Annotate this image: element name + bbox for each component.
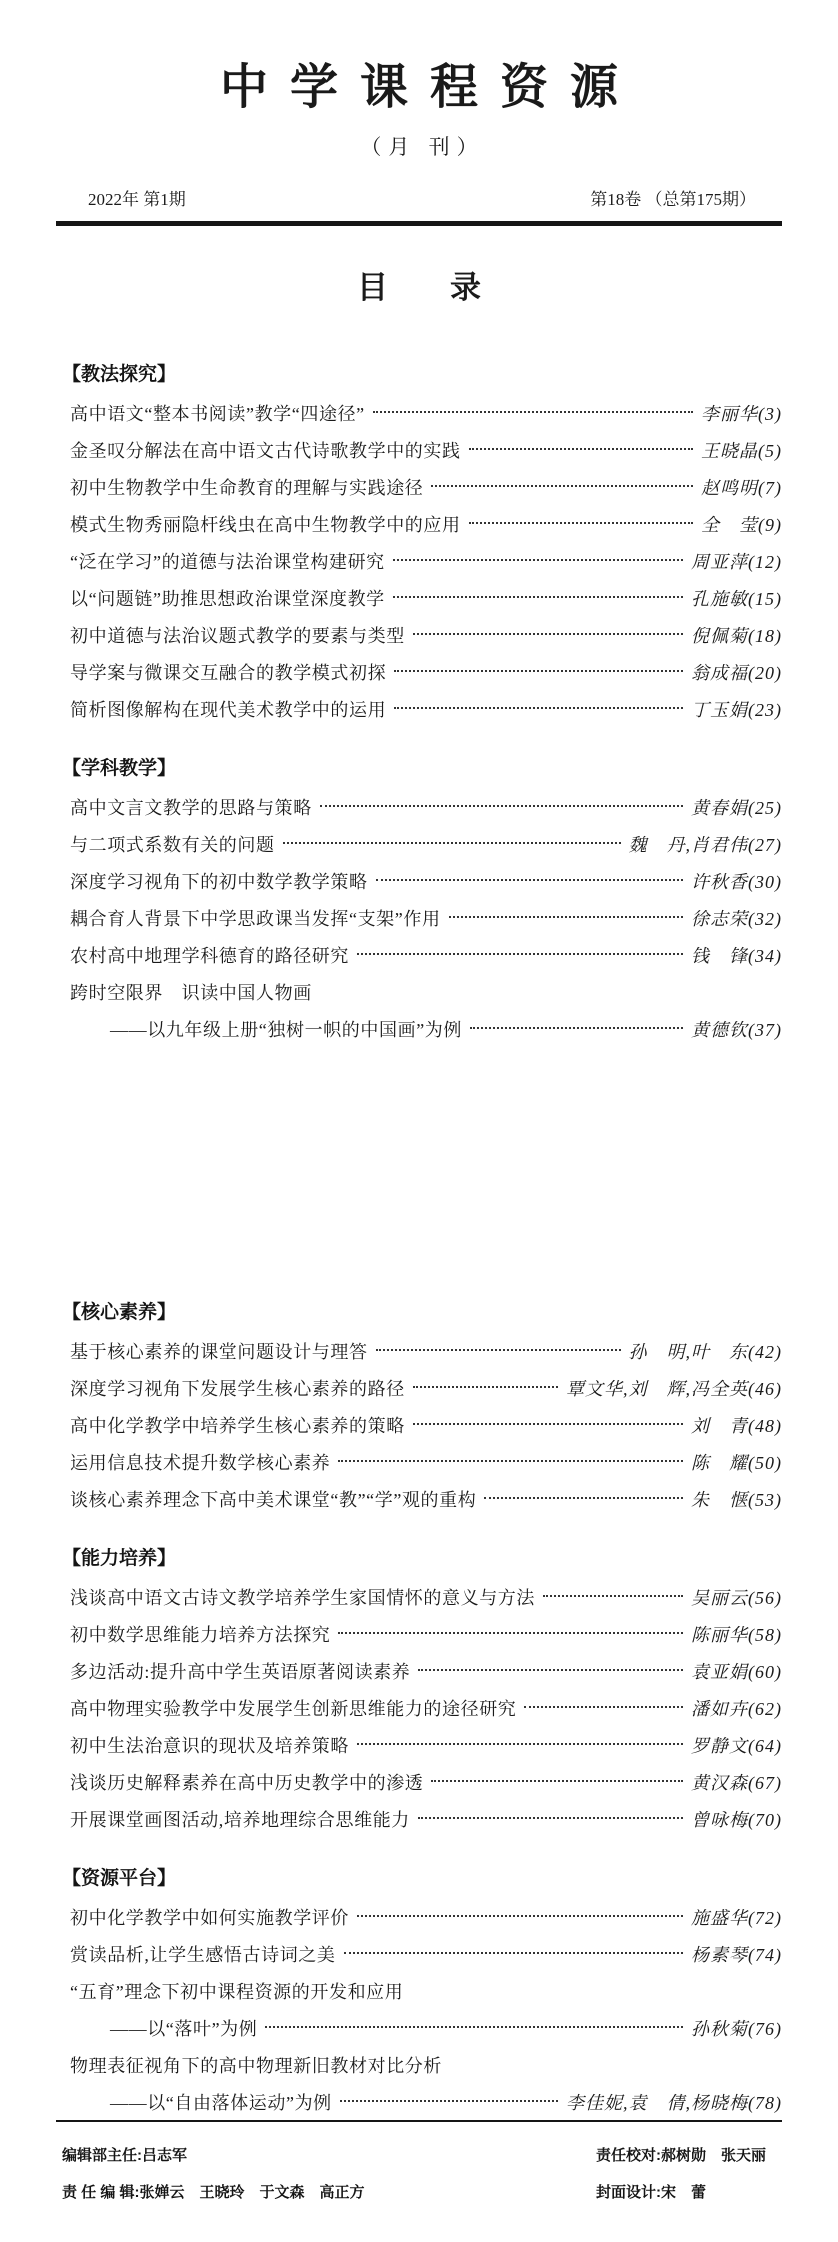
article-title: 高中语文“整本书阅读”教学“四途径”	[70, 403, 365, 424]
dotted-leader	[524, 1706, 683, 1708]
dotted-leader	[320, 805, 683, 807]
toc-row[interactable]	[70, 1652, 782, 1689]
dotted-leader	[357, 1915, 683, 1917]
dotted-leader	[418, 1817, 683, 1819]
editorial-footer	[56, 2120, 782, 2218]
dotted-leader	[338, 1632, 683, 1634]
article-title: ——以“落叶”为例	[110, 2018, 258, 2039]
dotted-leader	[393, 596, 683, 598]
journal-subtitle: （月 刊）	[360, 135, 485, 159]
footer-editorial-director: 编辑部主任:吕志军	[62, 2147, 187, 2164]
dotted-leader	[413, 633, 683, 635]
footer-row	[62, 2144, 782, 2165]
toc-row[interactable]	[70, 1972, 782, 2009]
author-page: 陈丽华(58)	[691, 1624, 782, 1645]
author-page: 孙秋菊(76)	[691, 2018, 782, 2039]
author-page: 王晓晶(5)	[701, 440, 782, 461]
author-page: 周亚萍(12)	[691, 551, 782, 572]
author-page: 李丽华(3)	[701, 403, 782, 424]
article-title: 谈核心素养理念下高中美术课堂“教”“学”观的重构	[70, 1489, 477, 1510]
toc-section	[56, 1863, 782, 2120]
author-page: 黄春娟(25)	[691, 797, 782, 818]
toc-row[interactable]	[70, 1578, 782, 1615]
header-divider	[56, 221, 782, 226]
footer-responsible-editors: 责 任 编 辑:张婵云 王晓玲 于文森 高正方	[62, 2184, 365, 2201]
article-title: 初中生物教学中生命教育的理解与实践途径	[70, 477, 424, 498]
dotted-leader	[431, 1780, 683, 1782]
article-title: 初中道德与法治议题式教学的要素与类型	[70, 625, 405, 646]
issue-info-row	[56, 185, 782, 210]
article-title: 以“问题链”助推思想政治课堂深度教学	[70, 588, 385, 609]
toc-row[interactable]	[70, 899, 782, 936]
dotted-leader	[394, 670, 683, 672]
author-page: 刘 青(48)	[691, 1415, 782, 1436]
article-title: 物理表征视角下的高中物理新旧教材对比分析	[70, 2055, 442, 2076]
author-page: 丁玉娟(23)	[691, 699, 782, 720]
dotted-leader	[376, 879, 683, 881]
toc-row[interactable]	[70, 2046, 782, 2083]
toc-row[interactable]	[70, 579, 782, 616]
author-page: 孙 明,叶 东(42)	[628, 1341, 782, 1362]
article-title: 初中数学思维能力培养方法探究	[70, 1624, 331, 1645]
toc-row[interactable]	[70, 862, 782, 899]
author-page: 倪佩菊(18)	[691, 625, 782, 646]
toc-row[interactable]	[70, 1726, 782, 1763]
dotted-leader	[357, 953, 683, 955]
article-title: 金圣叹分解法在高中语文古代诗歌教学中的实践	[70, 440, 461, 461]
toc-section	[56, 753, 782, 1047]
article-title: 浅谈高中语文古诗文教学培养学生家国情怀的意义与方法	[70, 1587, 535, 1608]
article-title: 开展课堂画图活动,培养地理综合思维能力	[70, 1809, 410, 1830]
toc-row[interactable]	[70, 1480, 782, 1517]
article-title: ——以“自由落体运动”为例	[110, 2092, 332, 2113]
dotted-leader	[543, 1595, 683, 1597]
dotted-leader	[413, 1423, 683, 1425]
dotted-leader	[393, 559, 683, 561]
author-page: 吴丽云(56)	[691, 1587, 782, 1608]
toc-row[interactable]	[70, 1369, 782, 1406]
author-page: 罗静文(64)	[691, 1735, 782, 1756]
toc-section	[56, 1543, 782, 1837]
toc-row[interactable]	[70, 936, 782, 973]
toc-row[interactable]	[70, 2009, 782, 2046]
footer-cover-designer: 封面设计:宋 蕾	[596, 2184, 706, 2201]
author-page: 杨素琴(74)	[691, 1944, 782, 1965]
toc-row[interactable]	[70, 653, 782, 690]
toc-row[interactable]	[70, 1935, 782, 1972]
toc-row[interactable]	[70, 1615, 782, 1652]
section-heading: 【学科教学】	[62, 758, 177, 779]
toc-row[interactable]	[70, 690, 782, 727]
article-title: 赏读品析,让学生感悟古诗词之美	[70, 1944, 336, 1965]
article-title: 耦合育人背景下中学思政课当发挥“支架”作用	[70, 908, 441, 929]
toc-row[interactable]	[70, 1689, 782, 1726]
article-title: 浅谈历史解释素养在高中历史教学中的渗透	[70, 1772, 424, 1793]
author-page: 黄德钦(37)	[691, 1019, 782, 1040]
dotted-leader	[413, 1386, 558, 1388]
dotted-leader	[449, 916, 683, 918]
article-title: 高中文言文教学的思路与策略	[70, 797, 312, 818]
issue-year-number: 2022年 第1期	[88, 190, 186, 209]
footer-proofreaders: 责任校对:郝树勋 张天丽	[596, 2147, 766, 2164]
article-title: 导学案与微课交互融合的教学模式初探	[70, 662, 387, 683]
issue-volume-total: 第18卷 （总第175期）	[590, 190, 756, 209]
dotted-leader	[394, 707, 683, 709]
dotted-leader	[470, 1027, 683, 1029]
toc-row[interactable]	[70, 1443, 782, 1480]
author-page: 徐志荣(32)	[691, 908, 782, 929]
article-title: 多边活动:提升高中学生英语原著阅读素养	[70, 1661, 411, 1682]
dotted-leader	[340, 2100, 558, 2102]
toc-row[interactable]	[70, 2083, 782, 2120]
author-page: 施盛华(72)	[691, 1907, 782, 1928]
article-title: 高中化学教学中培养学生核心素养的策略	[70, 1415, 405, 1436]
dotted-leader	[376, 1349, 621, 1351]
dotted-leader	[265, 2026, 683, 2028]
dotted-leader	[338, 1460, 683, 1462]
author-page: 翁成福(20)	[691, 662, 782, 683]
toc-title: 目 录	[357, 270, 481, 305]
dotted-leader	[431, 485, 693, 487]
toc-row[interactable]	[70, 394, 782, 431]
toc-row[interactable]	[70, 505, 782, 542]
author-page: 魏 丹,肖君伟(27)	[628, 834, 782, 855]
author-page: 许秋香(30)	[691, 871, 782, 892]
toc-row[interactable]	[70, 468, 782, 505]
article-title: 与二项式系数有关的问题	[70, 834, 275, 855]
toc-row[interactable]	[70, 825, 782, 862]
dotted-leader	[283, 842, 621, 844]
toc-row[interactable]	[70, 431, 782, 468]
toc-row[interactable]	[70, 1800, 782, 1837]
author-page: 李佳妮,袁 倩,杨晓梅(78)	[566, 2092, 782, 2113]
article-title: 运用信息技术提升数学核心素养	[70, 1452, 331, 1473]
dotted-leader	[469, 522, 693, 524]
author-page: 钱 锋(34)	[691, 945, 782, 966]
article-title: “五育”理念下初中课程资源的开发和应用	[70, 1981, 404, 2002]
author-page: 孔施敏(15)	[691, 588, 782, 609]
article-title: 深度学习视角下的初中数学教学策略	[70, 871, 368, 892]
author-page: 曾咏梅(70)	[691, 1809, 782, 1830]
section-heading: 【能力培养】	[62, 1548, 177, 1569]
author-page: 黄汉森(67)	[691, 1772, 782, 1793]
toc-row[interactable]	[70, 616, 782, 653]
dotted-leader	[469, 448, 693, 450]
article-title: 深度学习视角下发展学生核心素养的路径	[70, 1378, 405, 1399]
article-title: 初中生法治意识的现状及培养策略	[70, 1735, 349, 1756]
author-page: 潘如卉(62)	[691, 1698, 782, 1719]
author-page: 朱 惬(53)	[691, 1489, 782, 1510]
toc-row[interactable]	[70, 542, 782, 579]
toc-row[interactable]	[70, 788, 782, 825]
article-title: 基于核心素养的课堂问题设计与理答	[70, 1341, 368, 1362]
article-title: 模式生物秀丽隐杆线虫在高中生物教学中的应用	[70, 514, 461, 535]
article-title: “泛在学习”的道德与法治课堂构建研究	[70, 551, 385, 572]
toc-section	[56, 359, 782, 727]
author-page: 袁亚娟(60)	[691, 1661, 782, 1682]
author-page: 陈 耀(50)	[691, 1452, 782, 1473]
dotted-leader	[344, 1952, 684, 1954]
dotted-leader	[484, 1497, 683, 1499]
dotted-leader	[418, 1669, 683, 1671]
toc-row[interactable]	[70, 973, 782, 1010]
author-page: 全 莹(9)	[701, 514, 782, 535]
article-title: 高中物理实验教学中发展学生创新思维能力的途径研究	[70, 1698, 517, 1719]
article-title: ——以九年级上册“独树一帜的中国画”为例	[110, 1019, 462, 1040]
author-page: 赵鸣明(7)	[701, 477, 782, 498]
toc-row[interactable]	[70, 1332, 782, 1369]
toc-row[interactable]	[70, 1898, 782, 1935]
section-heading: 【教法探究】	[62, 364, 177, 385]
footer-row	[62, 2181, 782, 2202]
article-title: 初中化学教学中如何实施教学评价	[70, 1907, 349, 1928]
dotted-leader	[357, 1743, 683, 1745]
article-title: 跨时空限界 识读中国人物画	[70, 982, 312, 1003]
section-heading: 【核心素养】	[62, 1302, 177, 1323]
section-heading: 【资源平台】	[62, 1868, 177, 1889]
toc-row[interactable]	[70, 1406, 782, 1443]
toc-section	[56, 1297, 782, 1517]
article-title: 农村高中地理学科德育的路径研究	[70, 945, 349, 966]
toc-row[interactable]	[70, 1010, 782, 1047]
toc-sections	[56, 333, 782, 2120]
journal-title: 中学课程资源	[219, 59, 640, 115]
article-title: 简析图像解构在现代美术教学中的运用	[70, 699, 387, 720]
author-page: 覃文华,刘 辉,冯全英(46)	[566, 1378, 782, 1399]
toc-row[interactable]	[70, 1763, 782, 1800]
dotted-leader	[373, 411, 693, 413]
